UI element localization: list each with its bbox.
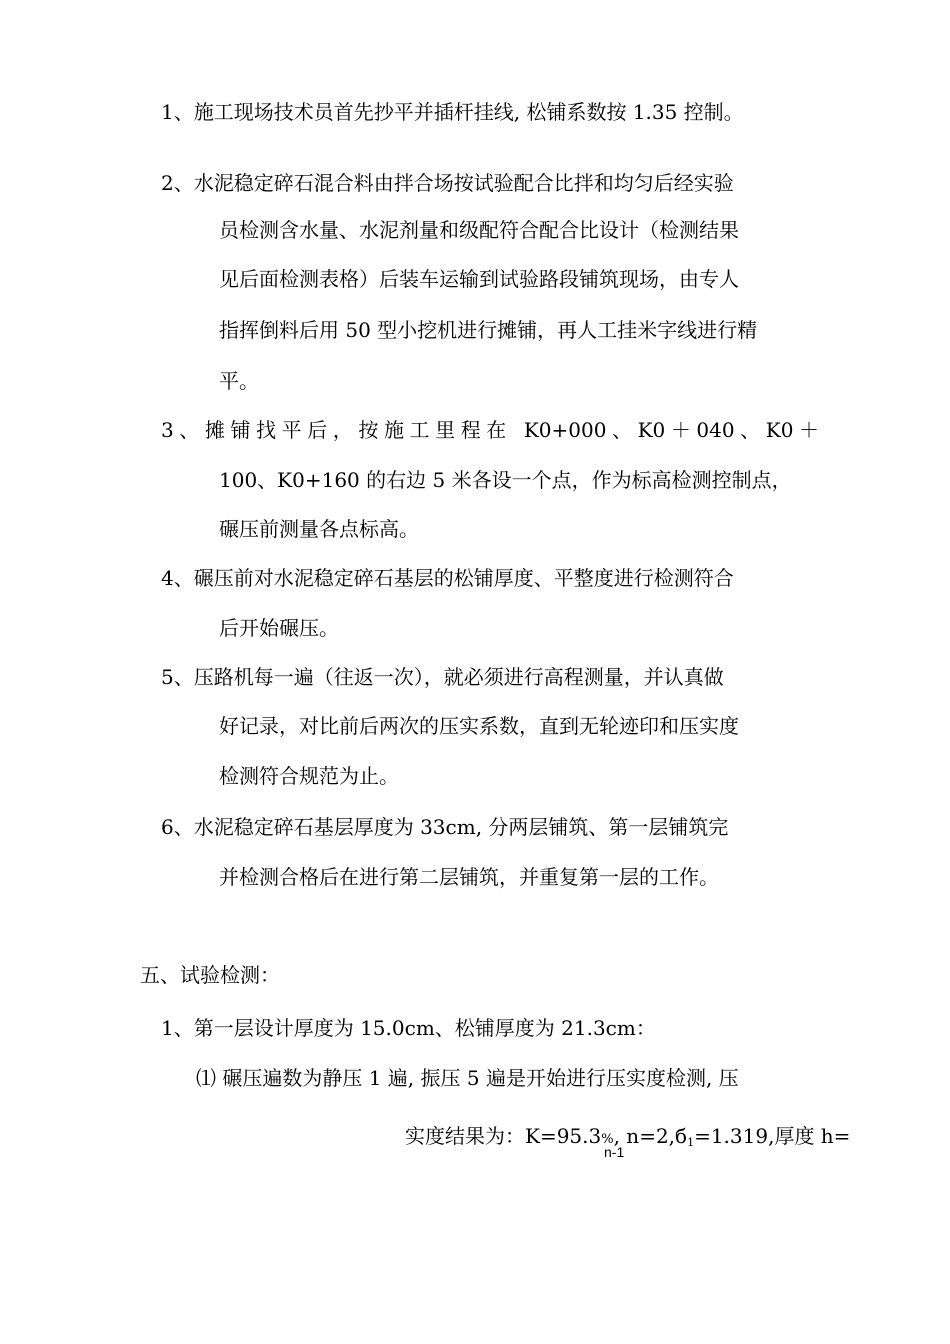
result-prefix: 实度结果为：K=95.3 [405,1124,602,1148]
paragraph-2-line-5: 平。 [219,369,259,393]
paragraph-2-line-4: 指挥倒料后用 50 型小挖机进行摊铺，再人工挂米字线进行精 [219,318,758,342]
result-line [405,1123,850,1156]
paragraph-3-line-3: 碾压前测量各点标高。 [219,517,419,541]
subsection-1: 1、第一层设计厚度为 15.0cm、松铺厚度为 21.3cm： [161,1016,656,1040]
paragraph-5-line-1: 5、压路机每一遍（往返一次），就必须进行高程测量，并认真做 [161,665,724,689]
paragraph-4-line-1: 4、碾压前对水泥稳定碎石基层的松铺厚度、平整度进行检测符合 [161,566,734,590]
item-1-line-1: ⑴ 碾压遍数为静压 1 遍, 振压 5 遍是开始进行压实度检测, 压 [196,1066,739,1090]
paragraph-3-line-2: 100、K0+160 的右边 5 米各设一个点，作为标高检测控制点， [219,468,792,492]
paragraph-5-line-3: 检测符合规范为止。 [219,764,399,788]
paragraph-2-line-3: 见后面检测表格）后装车运输到试验路段铺筑现场，由专人 [219,267,739,291]
paragraph-2-line-2: 员检测含水量、水泥剂量和级配符合配合比设计（检测结果 [219,218,739,242]
paragraph-2-line-1: 2、水泥稳定碎石混合料由拌合场按试验配合比拌和均匀后经实验 [161,171,734,195]
paragraph-3-line-1: 3、摊铺找平后，按施工里程在 K0+000、K0＋040、K0＋ [161,418,819,442]
result-percent: % [601,1132,614,1147]
paragraph-6-line-2: 并检测合格后在进行第二层铺筑，并重复第一层的工作。 [219,865,719,889]
paragraph-5-line-2: 好记录，对比前后两次的压实系数，直到无轮迹印和压实度 [219,714,739,738]
paragraph-6-line-1: 6、水泥稳定碎石基层厚度为 33cm, 分两层铺筑、第一层铺筑完 [161,815,729,839]
result-suffix: =1.319,厚度 h= [694,1124,851,1148]
sigma-symbol: б [675,1124,688,1148]
result-mid: , n=2, [613,1124,676,1148]
paragraph-4-line-2: 后开始碾压。 [219,616,339,640]
paragraph-1: 1、施工现场技术员首先抄平并插杆挂线, 松铺系数按 1.35 控制。 [161,100,744,124]
sigma-under-label: n-1 [604,1144,625,1160]
section-heading: 五、试验检测： [140,963,280,987]
sigma-subscript: 1 [687,1136,695,1149]
